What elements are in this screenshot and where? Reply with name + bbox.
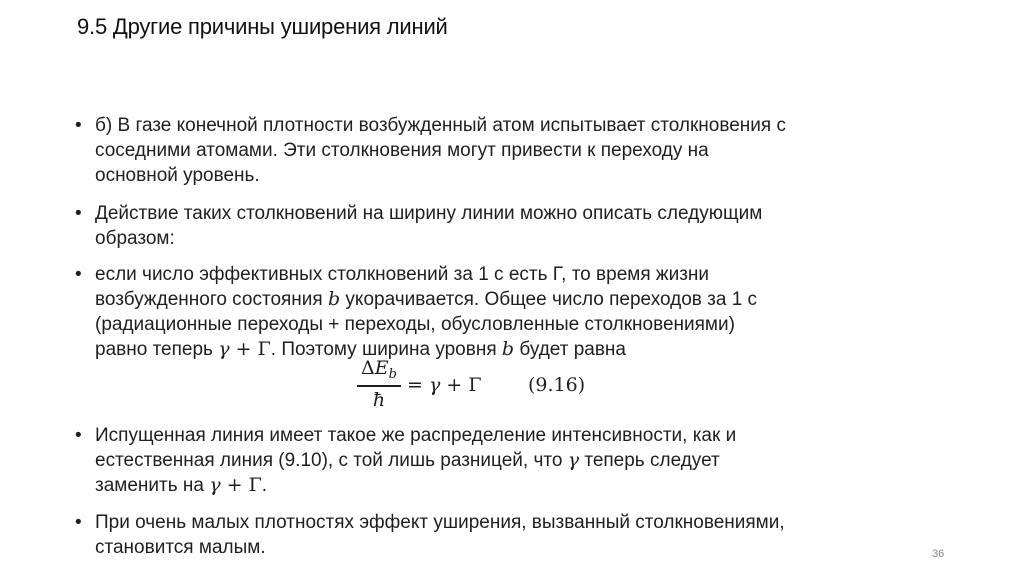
bullet-text-line: образом: <box>95 228 175 249</box>
bullet-item-collision-effect <box>75 201 915 251</box>
bullet-text-line: естественная линия (9.10), с той лишь разницей, что γ теперь следует <box>95 449 720 471</box>
bullet-marker: • <box>75 425 82 446</box>
math-var-b: b <box>327 288 341 310</box>
subscript-b: b <box>388 367 397 382</box>
bullet-text-line: если число эффективных столкновений за 1 с есть Γ, то время жизни <box>95 264 710 285</box>
math-plus-Gamma: + Γ <box>220 474 262 496</box>
bullet-item-low-density <box>75 510 915 560</box>
slide-title: 9.5 Другие причины уширения линий <box>77 14 448 39</box>
math-var-gamma: γ <box>218 338 230 360</box>
math-plus-Gamma: + Γ <box>229 338 271 360</box>
bullet-text-line: возбужденного состояния b укорачивается. Общее число переходов за 1 с <box>95 288 758 310</box>
bullet-marker: • <box>75 115 82 136</box>
bullet-text-line: равно теперь γ + Γ. Поэтому ширина уровня b будет равна <box>95 338 626 360</box>
bullet-text-line: (радиационные переходы + переходы, обусловленные столкновениями) <box>95 314 735 335</box>
equation-rhs: = γ + Γ <box>407 374 482 396</box>
equation-9-16 <box>353 357 653 417</box>
page-number: 36 <box>932 548 945 560</box>
bullet-text-line: заменить на γ + Γ. <box>95 474 268 496</box>
bullet-text-line: При очень малых плотностях эффект уширения, вызванный столкновениями, <box>95 512 785 533</box>
bullet-item-collisions-intro <box>75 113 915 188</box>
bullet-text-line: становится малым. <box>95 537 266 558</box>
math-var-b: b <box>501 338 515 360</box>
bullet-item-collision-rate <box>75 262 915 362</box>
equation-number: (9.16) <box>528 374 586 396</box>
fraction-denominator: ħ <box>372 389 386 411</box>
bullet-item-emitted-line <box>75 423 915 498</box>
bullet-text-line: соседними атомами. Эти столкновения могут привести к переходу на <box>95 140 709 161</box>
math-var-gamma: γ <box>209 474 221 496</box>
fraction-bar <box>357 385 401 387</box>
bullet-marker: • <box>75 264 82 285</box>
bullet-text-line: б) В газе конечной плотности возбужденный атом испытывает столкновения с <box>95 115 786 136</box>
fraction-numerator: $\Delta E_b$ <box>361 357 397 382</box>
bullet-text-line: основной уровень. <box>95 165 260 186</box>
bullet-marker: • <box>75 203 82 224</box>
bullet-marker: • <box>75 512 82 533</box>
math-var-gamma: γ <box>567 449 580 471</box>
bullet-text-line: Действие таких столкновений на ширину линии можно описать следующим <box>95 203 763 224</box>
bullet-text-line: Испущенная линия имеет такое же распределение интенсивности, как и <box>95 425 737 446</box>
